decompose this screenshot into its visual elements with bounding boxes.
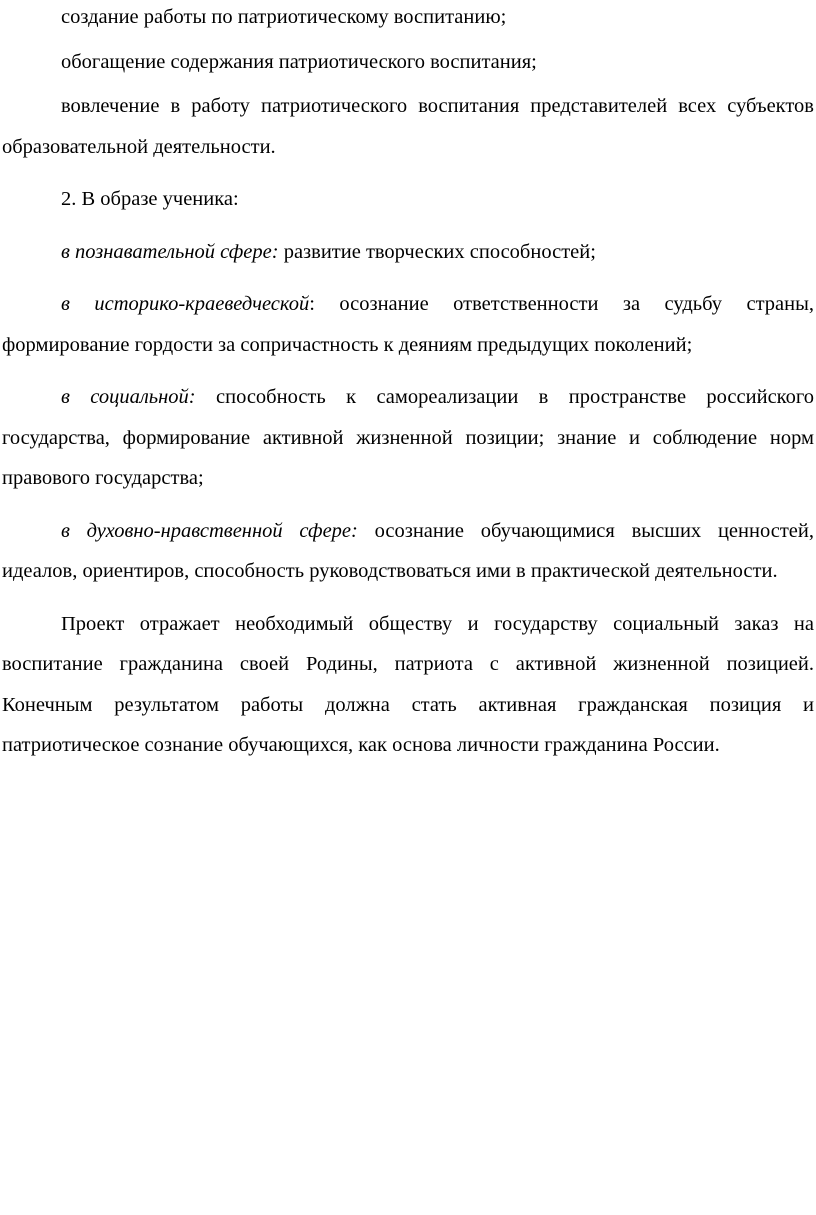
cognitive-sphere-text: развитие творческих способностей;	[278, 240, 596, 263]
paragraph-project-conclusion: Проект отражает необходимый обществу и государству социальный заказ на воспитание гражданина своей Родины, патриота с активной жизненной позицией. Конечным результатом работы должна стать активная гражданская позиция и патриотическое сознание обучающихся, как основа личности гражданина России.	[2, 612, 814, 756]
social-sphere-label: в социальной:	[61, 386, 196, 408]
paragraph-goal-1: создание работы по патриотическому воспитанию;	[61, 6, 507, 28]
cognitive-sphere-label: в познавательной сфере:	[61, 240, 279, 263]
historical-sphere-label: в историко-краеведческой	[61, 293, 310, 315]
social-sphere-text: способность к самореализации в пространстве российского государства, формирование активной жизненной позиции; знание и соблюдение норм правового государства;	[2, 386, 814, 489]
paragraph-social-sphere	[2, 377, 814, 499]
paragraph-cognitive-sphere	[2, 232, 814, 273]
historical-sphere-text: : осознание ответственности за судьбу страны, формирование гордости за сопричастность к деяниям предыдущих поколений;	[2, 293, 815, 356]
paragraph-goal-3: вовлечение в работу патриотического воспитания представителей всех субъектов образовательной деятельности.	[2, 95, 814, 158]
paragraph-student-image-heading: 2. В образе ученика:	[61, 188, 239, 210]
paragraph-goal-2: обогащение содержания патриотического воспитания;	[61, 50, 537, 73]
spiritual-sphere-label: в духовно-нравственной сфере:	[61, 519, 358, 542]
spiritual-sphere-text: осознание обучающимися высших ценностей, идеалов, ориентиров, способность руководствоваться ими в практической деятельности.	[2, 519, 814, 582]
paragraph-spiritual-sphere	[2, 511, 814, 592]
paragraph-historical-sphere	[2, 284, 814, 365]
